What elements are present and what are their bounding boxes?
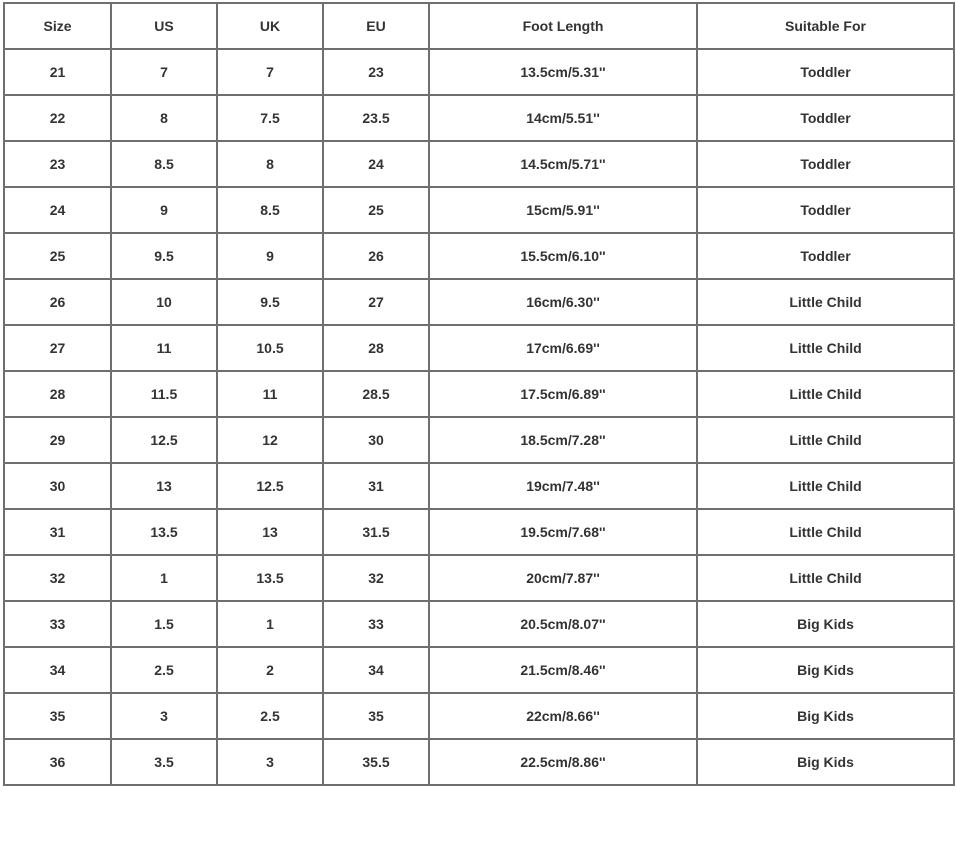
suitable-for-cell: Little Child (697, 371, 954, 417)
suitable-for-cell: Toddler (697, 95, 954, 141)
eu-cell: 32 (323, 555, 429, 601)
us-cell: 12.5 (111, 417, 217, 463)
suitable-for-cell: Little Child (697, 417, 954, 463)
us-cell: 3.5 (111, 739, 217, 785)
size-cell: 23 (4, 141, 111, 187)
eu-cell: 24 (323, 141, 429, 187)
header-us: US (111, 3, 217, 49)
eu-cell: 28 (323, 325, 429, 371)
size-cell: 28 (4, 371, 111, 417)
us-cell: 1.5 (111, 601, 217, 647)
table-row (4, 509, 954, 555)
suitable-for-cell: Little Child (697, 279, 954, 325)
us-cell: 3 (111, 693, 217, 739)
header-row (4, 3, 954, 49)
eu-cell: 25 (323, 187, 429, 233)
size-cell: 36 (4, 739, 111, 785)
table-row (4, 187, 954, 233)
uk-cell: 7.5 (217, 95, 323, 141)
suitable-for-cell: Big Kids (697, 647, 954, 693)
table-header (4, 3, 954, 49)
uk-cell: 2.5 (217, 693, 323, 739)
header-size: Size (4, 3, 111, 49)
suitable-for-cell: Big Kids (697, 739, 954, 785)
uk-cell: 1 (217, 601, 323, 647)
foot-length-cell: 16cm/6.30'' (429, 279, 697, 325)
foot-length-cell: 20.5cm/8.07'' (429, 601, 697, 647)
table-row (4, 463, 954, 509)
eu-cell: 33 (323, 601, 429, 647)
table-row (4, 279, 954, 325)
uk-cell: 9 (217, 233, 323, 279)
header-suitable-for: Suitable For (697, 3, 954, 49)
foot-length-cell: 20cm/7.87'' (429, 555, 697, 601)
foot-length-cell: 14.5cm/5.71'' (429, 141, 697, 187)
table-row (4, 371, 954, 417)
table-body (4, 49, 954, 785)
header-foot-length: Foot Length (429, 3, 697, 49)
table-row (4, 233, 954, 279)
size-cell: 22 (4, 95, 111, 141)
foot-length-cell: 19.5cm/7.68'' (429, 509, 697, 555)
size-cell: 30 (4, 463, 111, 509)
us-cell: 1 (111, 555, 217, 601)
uk-cell: 7 (217, 49, 323, 95)
size-cell: 21 (4, 49, 111, 95)
uk-cell: 3 (217, 739, 323, 785)
us-cell: 2.5 (111, 647, 217, 693)
us-cell: 9 (111, 187, 217, 233)
size-cell: 32 (4, 555, 111, 601)
suitable-for-cell: Little Child (697, 555, 954, 601)
us-cell: 8 (111, 95, 217, 141)
table-row (4, 49, 954, 95)
uk-cell: 11 (217, 371, 323, 417)
eu-cell: 23 (323, 49, 429, 95)
header-uk: UK (217, 3, 323, 49)
foot-length-cell: 15cm/5.91'' (429, 187, 697, 233)
table-row (4, 95, 954, 141)
eu-cell: 23.5 (323, 95, 429, 141)
suitable-for-cell: Big Kids (697, 601, 954, 647)
size-cell: 29 (4, 417, 111, 463)
table-row (4, 325, 954, 371)
size-cell: 31 (4, 509, 111, 555)
header-eu: EU (323, 3, 429, 49)
foot-length-cell: 18.5cm/7.28'' (429, 417, 697, 463)
us-cell: 9.5 (111, 233, 217, 279)
us-cell: 7 (111, 49, 217, 95)
eu-cell: 26 (323, 233, 429, 279)
suitable-for-cell: Toddler (697, 49, 954, 95)
us-cell: 10 (111, 279, 217, 325)
size-chart-container (3, 2, 955, 786)
table-row (4, 647, 954, 693)
eu-cell: 34 (323, 647, 429, 693)
us-cell: 11 (111, 325, 217, 371)
uk-cell: 12 (217, 417, 323, 463)
eu-cell: 27 (323, 279, 429, 325)
size-cell: 34 (4, 647, 111, 693)
table-row (4, 417, 954, 463)
size-cell: 24 (4, 187, 111, 233)
table-row (4, 555, 954, 601)
uk-cell: 8.5 (217, 187, 323, 233)
foot-length-cell: 21.5cm/8.46'' (429, 647, 697, 693)
table-row (4, 601, 954, 647)
size-chart-table (3, 2, 955, 786)
eu-cell: 30 (323, 417, 429, 463)
uk-cell: 9.5 (217, 279, 323, 325)
foot-length-cell: 19cm/7.48'' (429, 463, 697, 509)
eu-cell: 35.5 (323, 739, 429, 785)
uk-cell: 13.5 (217, 555, 323, 601)
uk-cell: 8 (217, 141, 323, 187)
size-cell: 35 (4, 693, 111, 739)
us-cell: 13 (111, 463, 217, 509)
table-row (4, 693, 954, 739)
size-cell: 27 (4, 325, 111, 371)
suitable-for-cell: Little Child (697, 509, 954, 555)
suitable-for-cell: Little Child (697, 325, 954, 371)
foot-length-cell: 22.5cm/8.86'' (429, 739, 697, 785)
foot-length-cell: 17.5cm/6.89'' (429, 371, 697, 417)
suitable-for-cell: Big Kids (697, 693, 954, 739)
size-cell: 33 (4, 601, 111, 647)
table-row (4, 141, 954, 187)
us-cell: 11.5 (111, 371, 217, 417)
suitable-for-cell: Toddler (697, 233, 954, 279)
eu-cell: 28.5 (323, 371, 429, 417)
suitable-for-cell: Toddler (697, 141, 954, 187)
foot-length-cell: 15.5cm/6.10'' (429, 233, 697, 279)
uk-cell: 10.5 (217, 325, 323, 371)
uk-cell: 13 (217, 509, 323, 555)
eu-cell: 31 (323, 463, 429, 509)
eu-cell: 31.5 (323, 509, 429, 555)
eu-cell: 35 (323, 693, 429, 739)
table-row (4, 739, 954, 785)
suitable-for-cell: Little Child (697, 463, 954, 509)
foot-length-cell: 17cm/6.69'' (429, 325, 697, 371)
uk-cell: 12.5 (217, 463, 323, 509)
uk-cell: 2 (217, 647, 323, 693)
suitable-for-cell: Toddler (697, 187, 954, 233)
foot-length-cell: 14cm/5.51'' (429, 95, 697, 141)
us-cell: 13.5 (111, 509, 217, 555)
size-cell: 26 (4, 279, 111, 325)
size-cell: 25 (4, 233, 111, 279)
foot-length-cell: 22cm/8.66'' (429, 693, 697, 739)
us-cell: 8.5 (111, 141, 217, 187)
foot-length-cell: 13.5cm/5.31'' (429, 49, 697, 95)
